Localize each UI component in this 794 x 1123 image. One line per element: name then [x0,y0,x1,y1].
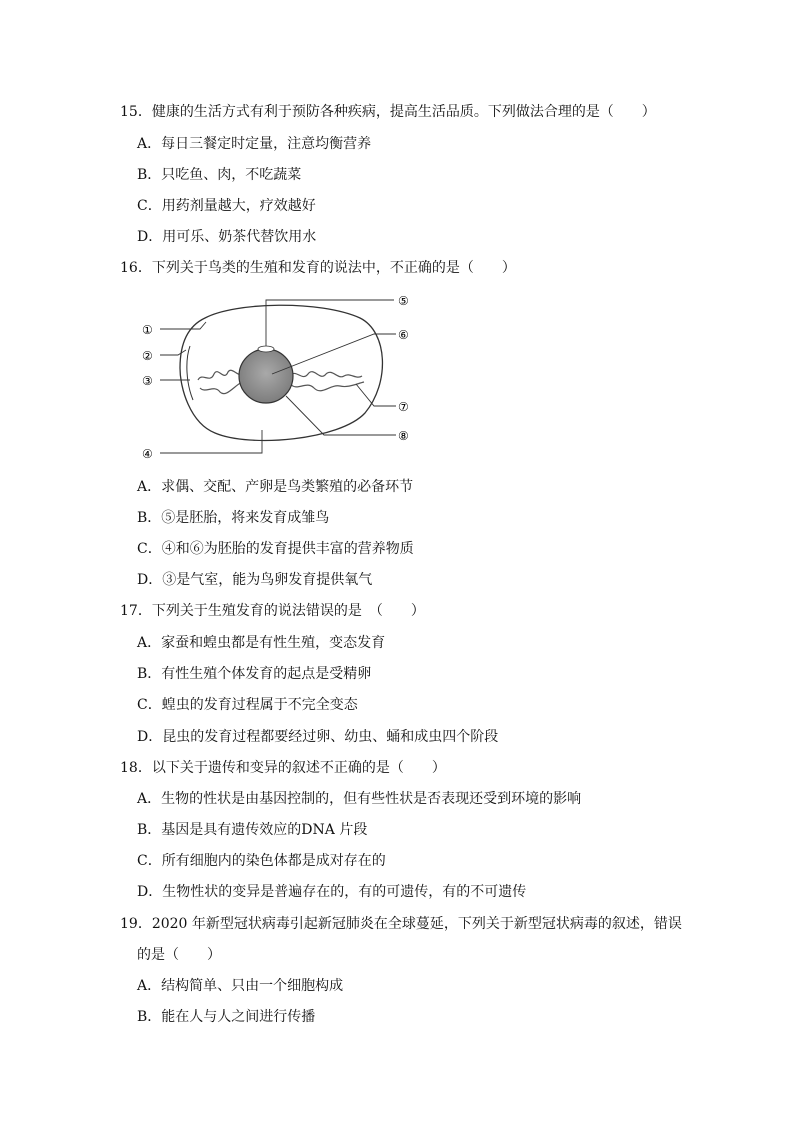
q16-option-c: C．④和⑥为胚胎的发育提供丰富的营养物质 [137,541,414,557]
q16-option-b: B．⑤是胚胎，将来发育成雏鸟 [137,510,330,526]
label-4: ④ [142,447,153,461]
q19-option-a: A．结构简单、只由一个细胞构成 [137,978,344,994]
q18-option-c: C．所有细胞内的染色体都是成对存在的 [137,853,386,869]
label-7: ⑦ [398,400,409,414]
q15-option-a: A．每日三餐定时定量，注意均衡营养 [137,136,372,152]
q15-stem: 15．健康的生活方式有利于预防各种疾病，提高生活品质。下列做法合理的是（ ） [120,104,656,120]
label-8: ⑧ [398,429,409,443]
q17-option-a: A．家蚕和蝗虫都是有性生殖，变态发育 [137,635,386,651]
q19-stem-line1: 19．2020 年新型冠状病毒引起新冠肺炎在全球蔓延，下列关于新型冠状病毒的叙述，错误 [120,916,682,932]
label-5: ⑤ [398,294,409,308]
q19-stem-line2: 的是（ ） [137,947,221,963]
q19-option-b: B．能在人与人之间进行传播 [137,1009,316,1025]
q16-option-d: D．③是气室，能为鸟卵发育提供氧气 [137,572,373,588]
q15-option-c: C．用药剂量越大，疗效越好 [137,198,316,214]
germinal-disc [258,346,274,352]
label-2: ② [142,349,153,363]
bird-egg-diagram [130,288,430,463]
egg-yolk [239,349,293,403]
q17-option-c: C．蝗虫的发育过程属于不完全变态 [137,697,358,713]
q18-stem: 18．以下关于遗传和变异的叙述不正确的是（ ） [120,760,446,776]
q17-option-d: D．昆虫的发育过程都要经过卵、幼虫、蛹和成虫四个阶段 [137,729,499,745]
q16-stem: 16．下列关于鸟类的生殖和发育的说法中，不正确的是（ ） [120,260,516,276]
label-6: ⑥ [398,328,409,342]
q18-option-b: B．基因是具有遗传效应的DNA 片段 [137,822,368,838]
q15-option-b: B．只吃鱼、肉，不吃蔬菜 [137,167,302,183]
q15-option-d: D．用可乐、奶茶代替饮用水 [137,229,317,245]
q17-option-b: B．有性生殖个体发育的起点是受精卵 [137,666,372,682]
label-1: ① [142,323,153,337]
label-3: ③ [142,374,153,388]
q17-stem: 17．下列关于生殖发育的说法错误的是 （ ） [120,603,425,619]
q16-option-a: A．求偶、交配、产卵是鸟类繁殖的必备环节 [137,479,414,495]
q18-option-d: D．生物性状的变异是普遍存在的，有的可遗传，有的不可遗传 [137,884,527,900]
q18-option-a: A．生物的性状是由基因控制的，但有些性状是否表现还受到环境的影响 [137,791,582,807]
